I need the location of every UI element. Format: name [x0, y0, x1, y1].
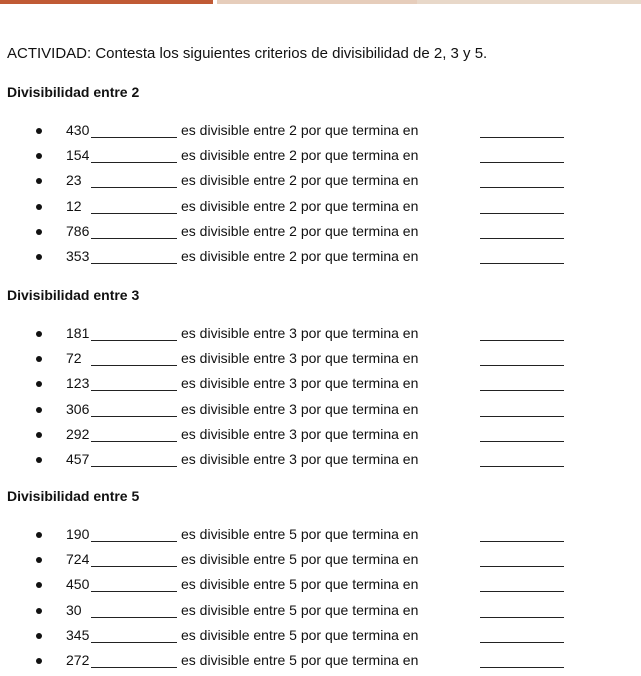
answer-blank[interactable] — [91, 466, 177, 467]
bullet-icon — [36, 658, 42, 664]
number-value: 272 — [66, 652, 90, 668]
number-value: 123 — [66, 375, 90, 392]
number-value: 190 — [66, 526, 90, 542]
ending-digit-blank[interactable] — [480, 238, 564, 239]
bullet-icon — [36, 229, 42, 235]
bullet-icon — [36, 153, 42, 159]
ending-digit-blank[interactable] — [480, 642, 564, 643]
list-item — [0, 551, 641, 571]
ending-digit-blank[interactable] — [480, 441, 564, 442]
answer-blank[interactable] — [91, 441, 177, 442]
answer-blank[interactable] — [91, 162, 177, 163]
list-item — [0, 576, 641, 596]
list-item — [0, 401, 641, 421]
criterion-phrase: es divisible entre 3 por que termina en — [181, 375, 419, 392]
answer-blank[interactable] — [91, 667, 177, 668]
bullet-icon — [36, 204, 42, 210]
answer-blank[interactable] — [91, 137, 177, 138]
number-value: 181 — [66, 325, 90, 341]
number-value: 457 — [66, 451, 90, 467]
answer-blank[interactable] — [91, 365, 177, 366]
ending-digit-blank[interactable] — [480, 365, 564, 366]
top-bar-segment-1 — [0, 0, 213, 4]
bullet-icon — [36, 608, 42, 614]
bullet-icon — [36, 331, 42, 337]
ending-digit-blank[interactable] — [480, 263, 564, 264]
top-bar-segment-2 — [217, 0, 417, 4]
list-item — [0, 223, 641, 243]
bullet-icon — [36, 407, 42, 413]
section-title: Divisibilidad entre 2 — [7, 84, 140, 100]
bullet-icon — [36, 432, 42, 438]
criterion-phrase: es divisible entre 2 por que termina en — [181, 147, 419, 164]
number-value: 450 — [66, 576, 90, 593]
list-item — [0, 375, 641, 395]
answer-blank[interactable] — [91, 213, 177, 214]
ending-digit-blank[interactable] — [480, 213, 564, 214]
ending-digit-blank[interactable] — [480, 187, 564, 188]
list-item — [0, 325, 641, 345]
number-value: 154 — [66, 147, 90, 164]
number-value: 30 — [66, 601, 82, 618]
answer-blank[interactable] — [91, 541, 177, 542]
list-item — [0, 248, 641, 268]
criterion-phrase: es divisible entre 2 por que termina en — [181, 197, 419, 214]
answer-blank[interactable] — [91, 566, 177, 567]
top-decorative-bar — [0, 0, 641, 4]
criterion-phrase: es divisible entre 5 por que termina en — [181, 576, 419, 593]
ending-digit-blank[interactable] — [480, 162, 564, 163]
answer-blank[interactable] — [91, 238, 177, 239]
activity-title: ACTIVIDAD: Contesta los siguientes criterios de divisibilidad de 2, 3 y 5. — [7, 45, 488, 62]
section-title: Divisibilidad entre 5 — [7, 488, 140, 504]
section-title: Divisibilidad entre 3 — [7, 287, 140, 303]
list-item — [0, 122, 641, 142]
criterion-phrase: es divisible entre 3 por que termina en — [181, 400, 419, 417]
criterion-phrase: es divisible entre 5 por que termina en — [181, 626, 419, 643]
criterion-phrase: es divisible entre 5 por que termina en — [181, 526, 419, 542]
number-value: 292 — [66, 425, 90, 442]
number-value: 306 — [66, 400, 90, 417]
ending-digit-blank[interactable] — [480, 566, 564, 567]
criterion-phrase: es divisible entre 5 por que termina en — [181, 601, 419, 618]
bullet-icon — [36, 356, 42, 362]
answer-blank[interactable] — [91, 642, 177, 643]
list-item — [0, 350, 641, 370]
list-item — [0, 652, 641, 672]
criterion-phrase: es divisible entre 3 por que termina en — [181, 325, 419, 341]
bullet-icon — [36, 557, 42, 563]
criterion-phrase: es divisible entre 5 por que termina en — [181, 551, 419, 568]
list-item — [0, 198, 641, 218]
criterion-phrase: es divisible entre 3 por que termina en — [181, 451, 419, 467]
criterion-phrase: es divisible entre 5 por que termina en — [181, 652, 419, 668]
list-item — [0, 526, 641, 546]
criterion-phrase: es divisible entre 2 por que termina en — [181, 248, 419, 264]
ending-digit-blank[interactable] — [480, 340, 564, 341]
number-value: 430 — [66, 122, 90, 138]
number-value: 12 — [66, 197, 82, 214]
number-value: 724 — [66, 551, 90, 568]
list-item — [0, 172, 641, 192]
answer-blank[interactable] — [91, 416, 177, 417]
criterion-phrase: es divisible entre 2 por que termina en — [181, 222, 419, 239]
ending-digit-blank[interactable] — [480, 617, 564, 618]
criterion-phrase: es divisible entre 2 por que termina en — [181, 122, 419, 138]
answer-blank[interactable] — [91, 340, 177, 341]
bullet-icon — [36, 457, 42, 463]
bullet-icon — [36, 128, 42, 134]
top-bar-segment-3 — [417, 0, 641, 4]
number-value: 345 — [66, 626, 90, 643]
bullet-icon — [36, 381, 42, 387]
bullet-icon — [36, 178, 42, 184]
criterion-phrase: es divisible entre 3 por que termina en — [181, 350, 419, 367]
bullet-icon — [36, 633, 42, 639]
list-item — [0, 602, 641, 622]
ending-digit-blank[interactable] — [480, 466, 564, 467]
answer-blank[interactable] — [91, 617, 177, 618]
bullet-icon — [36, 254, 42, 260]
criterion-phrase: es divisible entre 2 por que termina en — [181, 172, 419, 189]
number-value: 786 — [66, 222, 90, 239]
list-item — [0, 627, 641, 647]
list-item — [0, 147, 641, 167]
ending-digit-blank[interactable] — [480, 667, 564, 668]
bullet-icon — [36, 582, 42, 588]
answer-blank[interactable] — [91, 591, 177, 592]
list-item — [0, 451, 641, 471]
bullet-icon — [36, 532, 42, 538]
ending-digit-blank[interactable] — [480, 137, 564, 138]
ending-digit-blank[interactable] — [480, 541, 564, 542]
answer-blank[interactable] — [91, 390, 177, 391]
ending-digit-blank[interactable] — [480, 390, 564, 391]
criterion-phrase: es divisible entre 3 por que termina en — [181, 425, 419, 442]
answer-blank[interactable] — [91, 187, 177, 188]
ending-digit-blank[interactable] — [480, 416, 564, 417]
number-value: 72 — [66, 350, 82, 367]
number-value: 353 — [66, 248, 90, 264]
list-item — [0, 426, 641, 446]
ending-digit-blank[interactable] — [480, 591, 564, 592]
answer-blank[interactable] — [91, 263, 177, 264]
number-value: 23 — [66, 172, 82, 189]
